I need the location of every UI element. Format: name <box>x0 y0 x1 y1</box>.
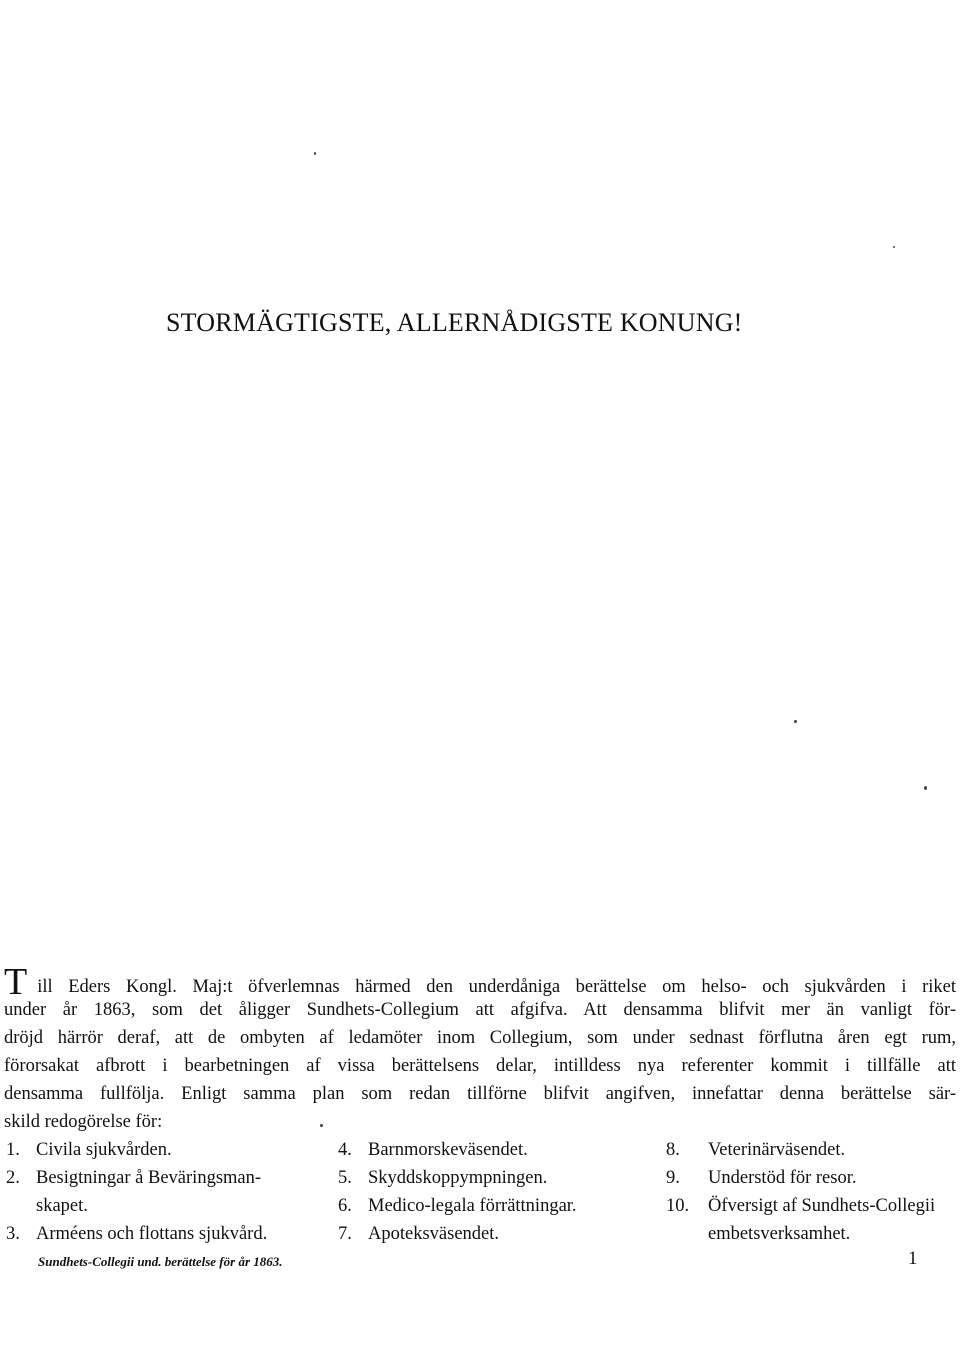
list-number: 7. <box>338 1224 352 1244</box>
list-item <box>338 1192 577 1220</box>
list-text: Öfversigt af Sundhets-Collegii <box>708 1196 936 1216</box>
paragraph-line: densamma fullfölja. Enligt samma plan som redan tillförne blifvit angifven, innefattar denna berättelse sär- <box>4 1084 956 1104</box>
list-text: Veterinärväsendet. <box>708 1140 846 1160</box>
scan-speck <box>893 246 895 248</box>
page-number: 1 <box>908 1248 918 1269</box>
list-number: 1. <box>6 1140 20 1160</box>
paragraph-line: skild redogörelse för: <box>4 1112 163 1132</box>
scan-speck <box>314 152 316 155</box>
list-text: Apoteksväsendet. <box>368 1224 500 1244</box>
list-number: 5. <box>338 1168 352 1188</box>
list-item-continuation: skapet. <box>36 1196 88 1216</box>
paragraph-line-text: ill Eders Kongl. Maj:t öfverlemnas härmed den underdåniga berättelse om helso- och sjukvården i riket <box>37 977 956 997</box>
paragraph-line: förorsakat afbrott i bearbetningen af vissa berättelsens delar, intilldess nya referenter kommit i tillfälle att <box>4 1056 956 1076</box>
paragraph-line: under år 1863, som det åligger Sundhets-Collegium att afgifva. Att densamma blifvit mer än vanligt för- <box>4 1000 956 1020</box>
scan-speck <box>794 720 797 723</box>
list-number: 8. <box>666 1140 680 1160</box>
list-item <box>666 1136 845 1164</box>
list-item <box>6 1220 267 1248</box>
salutation-heading: STORMÄGTIGSTE, ALLERNÅDIGSTE KONUNG! <box>166 308 743 337</box>
list-text: Medico-legala förrättningar. <box>368 1196 577 1216</box>
list-item <box>338 1136 528 1164</box>
list-number: 2. <box>6 1168 20 1188</box>
scan-speck <box>924 786 927 790</box>
list-item <box>6 1136 172 1164</box>
paragraph-line: dröjd härrör deraf, att de ombyten af ledamöter inom Collegium, som under sednast förflutna åren egt rum, <box>4 1028 956 1048</box>
list-text: Civila sjukvården. <box>36 1140 172 1160</box>
list-text: Besigtningar å Beväringsman- <box>36 1168 262 1188</box>
list-number: 4. <box>338 1140 352 1160</box>
list-item <box>666 1164 856 1192</box>
list-number: 9. <box>666 1168 680 1188</box>
list-text: Arméens och flottans sjukvård. <box>36 1224 268 1244</box>
list-item <box>338 1164 547 1192</box>
list-item <box>6 1164 261 1192</box>
list-item-continuation: embetsverksamhet. <box>708 1224 851 1244</box>
footer-note: Sundhets-Collegii und. berättelse för år 1863. <box>38 1254 283 1269</box>
list-number: 3. <box>6 1224 20 1244</box>
list-item <box>338 1220 499 1248</box>
list-text: Understöd för resor. <box>708 1168 857 1188</box>
scan-speck <box>320 1124 323 1127</box>
list-text: Barnmorskeväsendet. <box>368 1140 528 1160</box>
list-item <box>666 1192 935 1220</box>
list-number: 6. <box>338 1196 352 1216</box>
list-number: 10. <box>666 1196 690 1216</box>
drop-cap: T <box>4 961 28 1003</box>
list-text: Skyddskoppympningen. <box>368 1168 548 1188</box>
